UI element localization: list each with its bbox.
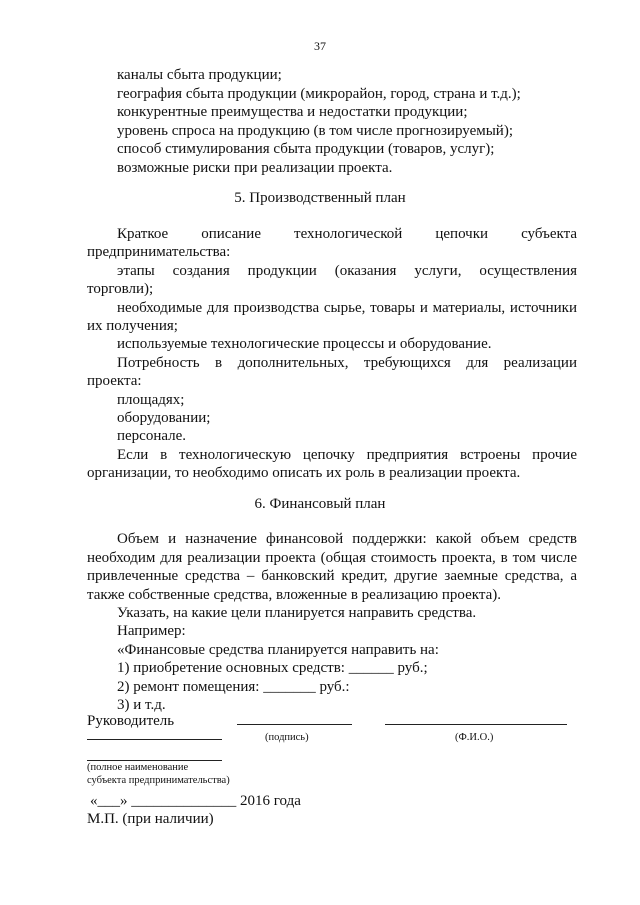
section-heading: 6. Финансовый план — [254, 496, 386, 512]
paragraph-line: «Финансовые средства планируется направить на: — [117, 642, 439, 658]
org-caption: субъекта предпринимательства) — [87, 775, 230, 786]
paragraph-line: необходимые для производства сырье, товары и материалы, источники — [117, 300, 577, 316]
paragraph-line: Потребность в дополнительных, требующихся для реализации — [117, 355, 577, 371]
paragraph-line: Объем и назначение финансовой поддержки: какой объем средств — [117, 531, 577, 547]
signature-caption: (подпись) — [265, 732, 309, 743]
paragraph-line: их получения; — [87, 318, 178, 334]
name-line — [385, 724, 567, 725]
list-item: конкурентные преимущества и недостатки продукции; — [117, 104, 468, 120]
page-number: 37 — [314, 39, 326, 53]
paragraph-line: предпринимательства: — [87, 244, 231, 260]
date-line: «___» ______________ 2016 года — [90, 793, 301, 809]
section-heading: 5. Производственный план — [234, 190, 406, 206]
paragraph-line: торговли); — [87, 281, 154, 297]
list-item: 2) ремонт помещения: _______ руб.: — [117, 679, 350, 695]
list-item: возможные риски при реализации проекта. — [117, 160, 393, 176]
paragraph-line: организации, то необходимо описать их роль в реализации проекта. — [87, 465, 521, 481]
list-item: способ стимулирования сбыта продукции (товаров, услуг); — [117, 141, 495, 157]
org-name-line — [87, 739, 222, 740]
paragraph-line: также собственные средства, вложенные в реализацию проекта). — [87, 587, 501, 603]
list-item: 3) и т.д. — [117, 697, 166, 713]
list-item: география сбыта продукции (микрорайон, город, страна и т.д.); — [117, 86, 521, 102]
paragraph-line: используемые технологические процессы и оборудование. — [117, 336, 492, 352]
paragraph-line: проекта: — [87, 373, 142, 389]
name-caption: (Ф.И.О.) — [455, 732, 494, 743]
signature-line — [237, 724, 352, 725]
paragraph-line: необходим для реализации проекта (общая стоимость проекта, в том числе — [87, 550, 577, 566]
org-caption: (полное наименование — [87, 762, 189, 773]
paragraph-line: Если в технологическую цепочку предприятия встроены прочие — [117, 447, 577, 463]
stamp-note: М.П. (при наличии) — [87, 811, 214, 827]
paragraph-line: этапы создания продукции (оказания услуги, осуществления — [117, 263, 577, 279]
list-item: каналы сбыта продукции; — [117, 67, 282, 83]
paragraph-line: Указать, на какие цели планируется направить средства. — [117, 605, 477, 621]
list-item: уровень спроса на продукцию (в том числе прогнозируемый); — [117, 123, 513, 139]
paragraph-line: Например: — [117, 623, 186, 639]
paragraph-line: Краткое описание технологической цепочки субъекта — [117, 226, 577, 242]
paragraph-line: привлеченные средства – банковский кредит, другие заемные средства, а — [87, 568, 577, 584]
list-item: площадях; — [117, 392, 185, 408]
list-item: персонале. — [117, 428, 187, 444]
head-label: Руководитель — [87, 713, 175, 729]
list-item: 1) приобретение основных средств: ______ руб.; — [117, 660, 428, 676]
list-item: оборудовании; — [117, 410, 211, 426]
